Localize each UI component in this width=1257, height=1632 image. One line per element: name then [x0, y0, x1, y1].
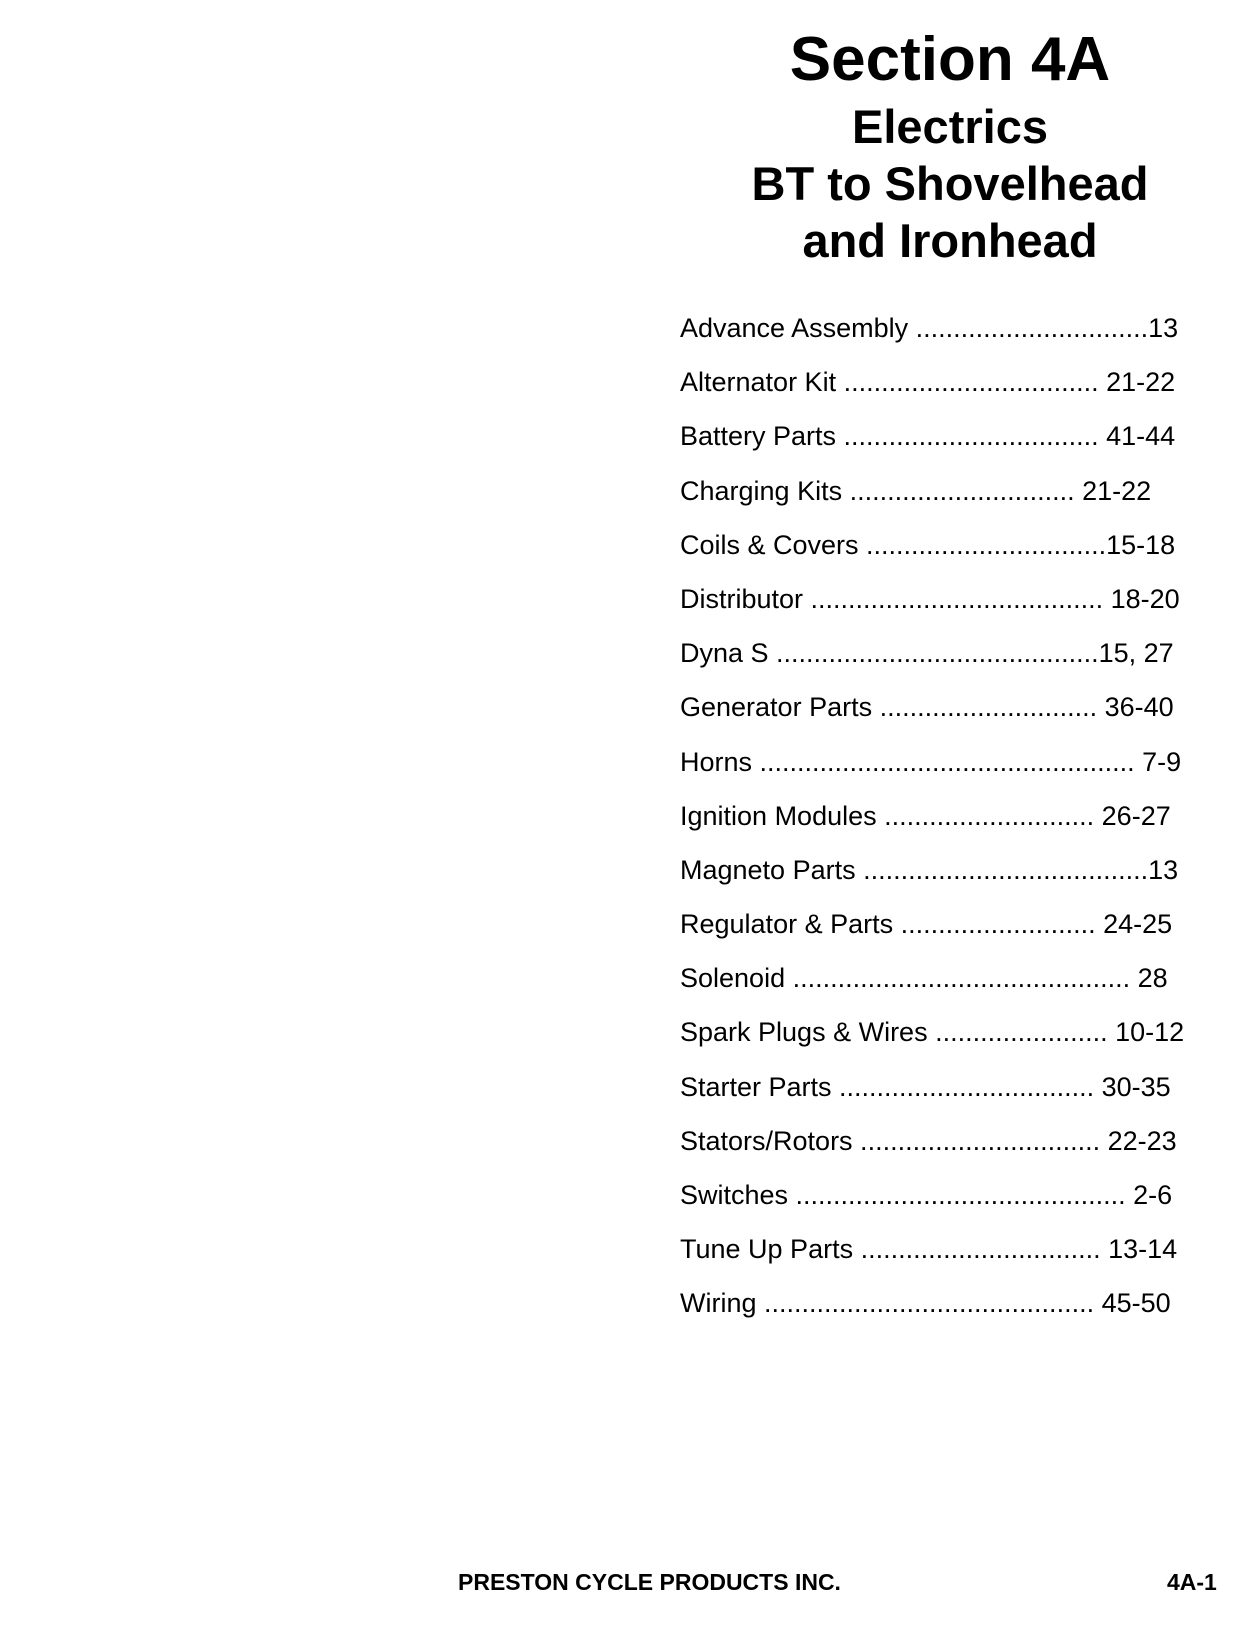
toc-entry-text: Distributor ....................................... 18-20	[680, 583, 1180, 614]
toc-entry-starter-parts	[680, 1068, 1222, 1122]
toc-entry-battery-parts	[680, 417, 1222, 471]
toc-entry-ignition-modules	[680, 797, 1222, 851]
toc-entry-spark-plugs-wires	[680, 1013, 1222, 1067]
toc-entry-stators-rotors	[680, 1122, 1222, 1176]
section-subtitle-line-3: and Ironhead	[802, 214, 1098, 267]
toc-entry-text: Horns .................................................. 7-9	[680, 746, 1182, 777]
toc-entry-magneto-parts	[680, 851, 1222, 905]
toc-entry-charging-kits	[680, 472, 1222, 526]
toc-entry-dyna-s	[680, 634, 1222, 688]
toc-entry-switches	[680, 1176, 1222, 1230]
section-title-block	[660, 22, 1240, 269]
toc-entry-text: Magneto Parts ......................................13	[680, 854, 1179, 885]
toc-entry-text: Tune Up Parts ................................ 13-14	[680, 1234, 1178, 1265]
toc-entry-text: Ignition Modules ............................ 26-27	[680, 800, 1171, 831]
section-title: Section 4A	[789, 25, 1111, 94]
toc-entry-text: Regulator & Parts .......................... 24-25	[680, 909, 1173, 940]
toc-entry-text: Solenoid ............................................. 28	[680, 963, 1168, 994]
toc-entry-text: Alternator Kit .................................. 21-22	[680, 367, 1176, 398]
toc-entry-distributor	[680, 580, 1222, 634]
toc-entry-text: Starter Parts .................................. 30-35	[680, 1071, 1171, 1102]
toc-entry-text: Stators/Rotors ................................ 22-23	[680, 1125, 1177, 1156]
toc-entry-text: Charging Kits .............................. 21-22	[680, 475, 1152, 506]
toc-entry-text: Spark Plugs & Wires ....................... 10-12	[680, 1017, 1185, 1048]
toc-entry-generator-parts	[680, 688, 1222, 742]
footer-company-name: PRESTON CYCLE PRODUCTS INC.	[458, 1569, 841, 1595]
toc-entry-regulator-parts	[680, 905, 1222, 959]
toc-entry-text: Dyna S ...........................................15, 27	[680, 638, 1174, 669]
toc-entry-advance-assembly	[680, 309, 1222, 363]
table-of-contents	[680, 309, 1222, 1339]
toc-entry-coils-covers	[680, 526, 1222, 580]
toc-entry-text: Generator Parts ............................. 36-40	[680, 692, 1174, 723]
toc-entry-text: Switches ............................................ 2-6	[680, 1180, 1173, 1210]
toc-entry-text: Coils & Covers ................................15-18	[680, 529, 1176, 560]
toc-entry-text: Battery Parts .................................. 41-44	[680, 421, 1176, 452]
toc-entry-horns	[680, 743, 1222, 797]
footer-page-number: 4A-1	[1167, 1569, 1217, 1595]
toc-entry-solenoid	[680, 959, 1222, 1013]
toc-entry-wiring	[680, 1284, 1222, 1338]
section-subtitle-line-1: Electrics	[852, 100, 1048, 153]
toc-entry-tune-up-parts	[680, 1230, 1222, 1284]
toc-entry-text: Wiring ............................................ 45-50	[680, 1288, 1171, 1319]
toc-entry-alternator-kit	[680, 363, 1222, 417]
section-subtitle-line-2: BT to Shovelhead	[751, 157, 1149, 210]
toc-entry-text: Advance Assembly ...............................13	[680, 313, 1179, 343]
